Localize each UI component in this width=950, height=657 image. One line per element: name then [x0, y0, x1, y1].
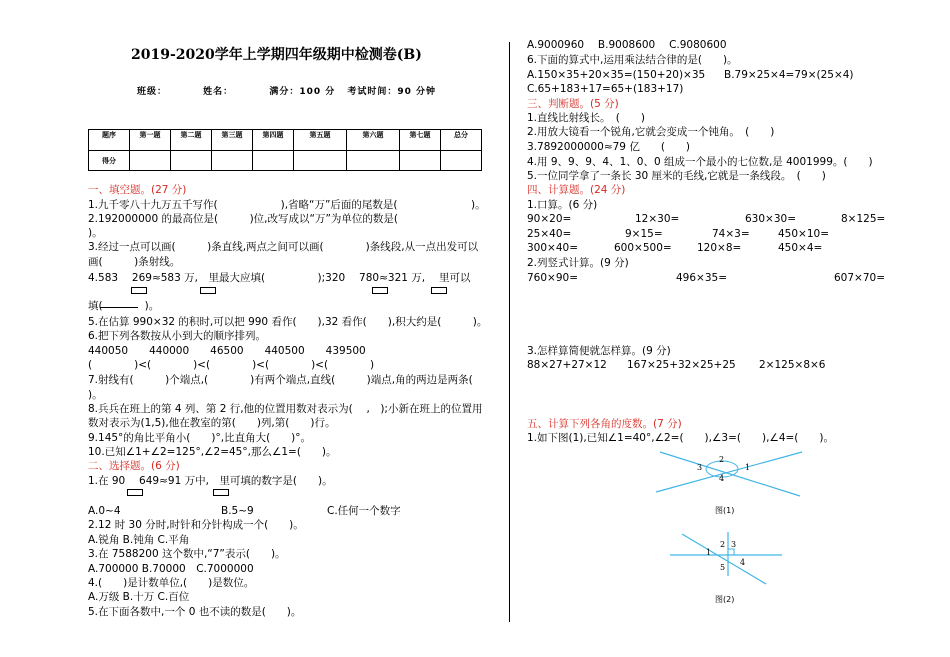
oral-item: 8×125=	[841, 213, 886, 225]
figure-1-caption: 图(1)	[715, 506, 735, 515]
score-cell[interactable]	[253, 151, 294, 171]
score-table-header: 第三题	[212, 130, 253, 151]
full-score-label: 满分：100 分	[269, 87, 336, 97]
easy-calc-item: 88×27+27×12	[527, 359, 607, 371]
figure-1-label-1: 1	[745, 463, 751, 472]
oral-item: 74×3=	[712, 228, 750, 240]
section-4-title: 四、计算题。(24 分)	[527, 184, 626, 196]
score-cell[interactable]	[294, 151, 347, 171]
question-line: 7.射线有( )个端点,( )有两个端点,直线( )端点,角的两边是两条(	[88, 374, 473, 386]
score-table-header: 第六题	[347, 130, 400, 151]
score-table-header: 总分	[441, 130, 482, 151]
question-line: )。	[88, 389, 103, 401]
question-line: 2.用放大镜看一个锐角,它就会变成一个钝角。 ( )	[527, 126, 775, 138]
section-3-title: 三、判断题。(5 分)	[527, 98, 619, 110]
vertical-calc-item: 496×35=	[676, 272, 727, 284]
score-table-header: 第七题	[400, 130, 441, 151]
option-b: B.79×25×4=79×(25×4)	[724, 69, 854, 81]
figure-1-label-2: 2	[719, 455, 725, 464]
name-label: 姓名：	[203, 87, 234, 97]
oral-item: 25×40=	[527, 228, 572, 240]
figure-2-caption: 图(2)	[715, 595, 735, 604]
oral-item: 450×4=	[778, 242, 823, 254]
question-line: 3.7892000000≈79 亿 ( )	[527, 141, 691, 153]
score-table-header: 第四题	[253, 130, 294, 151]
option-c: C.65+183+17=65+(183+17)	[527, 83, 684, 95]
figure-2-label-5: 5	[720, 563, 726, 572]
question-line: 1.在 90 649≈91 万中, 里可填的数字是( )。	[88, 475, 333, 487]
question-line: )。	[88, 227, 103, 239]
score-cell[interactable]	[347, 151, 400, 171]
answer-box	[200, 287, 216, 294]
question-line: 3.在 7588200 这个数中,“7”表示( )。	[88, 548, 286, 560]
figure-2-right-angle-mark	[728, 549, 734, 555]
page-title: 2019-2020学年上学期四年级期中检测卷(B)	[131, 47, 422, 63]
question-line: A.700000 B.70000 C.7000000	[88, 563, 254, 575]
question-line: 4.583 269≈583 万, 里最大应填( );320 780≈321 万, 里可以	[88, 272, 471, 284]
oral-item: 630×30=	[745, 213, 796, 225]
score-table	[88, 129, 482, 171]
section-1-title: 一、填空题。(27 分)	[88, 184, 187, 196]
figure-2-label-2: 2	[720, 540, 726, 549]
oral-item: 9×15=	[625, 228, 663, 240]
score-cell[interactable]	[130, 151, 171, 171]
option-b: B.5~9	[221, 505, 254, 517]
score-table-header-row	[89, 130, 482, 151]
exam-time-label: 考试时间：90 分钟	[347, 87, 437, 97]
question-line: 4.( )是计数单位,( )是数位。	[88, 577, 255, 589]
oral-item: 12×30=	[635, 213, 680, 225]
vertical-calc-item: 760×90=	[527, 272, 578, 284]
question-line: 5.一位同学拿了一条长 30 厘米的毛线,它就是一条线段。 ( )	[527, 170, 826, 182]
figure-1-label-4: 4	[719, 474, 725, 483]
question-line: 3.经过一点可以画( )条直线,两点之间可以画( )条线段,从一点出发可以	[88, 241, 479, 253]
question-line: 1.九千零八十九万五千写作( ),省略“万”后面的尾数是( )。	[88, 199, 486, 211]
easy-calc-title: 3.怎样算简便就怎样算。(9 分)	[527, 345, 671, 357]
score-row-label: 得分	[89, 151, 130, 171]
question-line: 5.在下面各数中,一个 0 也不读的数是( )。	[88, 606, 302, 618]
easy-calc-item: 167×25+32×25+25	[627, 359, 736, 371]
question-line: A.万级 B.十万 C.百位	[88, 591, 190, 603]
question-line: 440050 440000 46500 440500 439500	[88, 345, 366, 357]
score-table-header: 第五题	[294, 130, 347, 151]
vertical-calc-item: 607×70=	[834, 272, 885, 284]
answer-box	[431, 287, 447, 294]
score-cell[interactable]	[171, 151, 212, 171]
question-line: ( )<( )<( )<( )<( )	[88, 359, 375, 371]
score-table-score-row	[89, 151, 482, 171]
figure-2-label-1: 1	[706, 548, 712, 557]
option-a: A.0~4	[88, 505, 121, 517]
answer-underline	[100, 307, 138, 308]
question-line: A.锐角 B.钝角 C.平角	[88, 534, 190, 546]
column-divider	[509, 42, 510, 622]
oral-item: 90×20=	[527, 213, 572, 225]
question-line: 6.下面的算式中,运用乘法结合律的是( )。	[527, 54, 738, 66]
option-a: A.150×35+20×35=(150+20)×35	[527, 69, 706, 81]
option-c: C.任何一个数字	[327, 505, 401, 517]
score-table-header: 第二题	[171, 130, 212, 151]
question-line: 填( )。	[88, 300, 160, 312]
figure-1-label-3: 3	[697, 463, 703, 472]
question-line: 10.已知∠1+∠2=125°,∠2=45°,那么∠1=( )。	[88, 446, 337, 458]
question-line: 2.192000000 的最高位是( )位,改写成以“万”为单位的数是(	[88, 213, 398, 225]
oral-item: 600×500=	[614, 242, 672, 254]
section-5-title: 五、计算下列各角的度数。(7 分)	[527, 418, 682, 430]
score-table-header: 题序	[89, 130, 130, 151]
question-line: A.9000960 B.9008600 C.9080600	[527, 39, 727, 51]
question-line: 4.用 9、9、9、4、1、0、0 组成一个最小的七位数,是 4001999。( )	[527, 156, 873, 168]
section-2-title: 二、选择题。(6 分)	[88, 460, 180, 472]
figure-2-label-4: 4	[740, 558, 746, 567]
class-label: 班级：	[137, 87, 168, 97]
score-cell[interactable]	[441, 151, 482, 171]
answer-box	[131, 287, 147, 294]
question-line: 8.兵兵在班上的第 4 列、第 2 行,他的位置用数对表示为( , );小新在班上的位置用	[88, 403, 483, 415]
question-line: 6.把下列各数按从小到大的顺序排列。	[88, 330, 267, 342]
answer-box	[372, 287, 388, 294]
vertical-calc-title: 2.列竖式计算。(9 分)	[527, 257, 629, 269]
figure-2-diagram	[670, 526, 785, 590]
easy-calc-item: 2×125×8×6	[759, 359, 826, 371]
student-info-line	[137, 84, 436, 97]
oral-item: 120×8=	[697, 242, 742, 254]
score-cell[interactable]	[212, 151, 253, 171]
oral-item: 450×10=	[778, 228, 829, 240]
question-line: 2.12 时 30 分时,时针和分针构成一个( )。	[88, 519, 304, 531]
figure-2-label-3: 3	[731, 540, 737, 549]
figure-1-diagram	[650, 448, 810, 500]
question-line: 数对表示为(1,5),他在教室的第( )列,第( )行。	[88, 417, 336, 429]
question-line: 1.如下图(1),已知∠1=40°,∠2=( ),∠3=( ),∠4=( )。	[527, 432, 834, 444]
score-cell[interactable]	[400, 151, 441, 171]
answer-box	[127, 489, 143, 496]
question-line: 画( )条射线。	[88, 256, 181, 268]
score-table-header: 第一题	[130, 130, 171, 151]
oral-calc-title: 1.口算。(6 分)	[527, 199, 598, 211]
oral-item: 300×40=	[527, 242, 578, 254]
question-line: 1.直线比射线长。 ( )	[527, 112, 645, 124]
question-line: 5.在估算 990×32 的积时,可以把 990 看作( ),32 看作( ),积大约是( )。	[88, 316, 488, 328]
answer-box	[213, 489, 229, 496]
question-line: 9.145°的角比平角小( )°,比直角大( )°。	[88, 432, 312, 444]
